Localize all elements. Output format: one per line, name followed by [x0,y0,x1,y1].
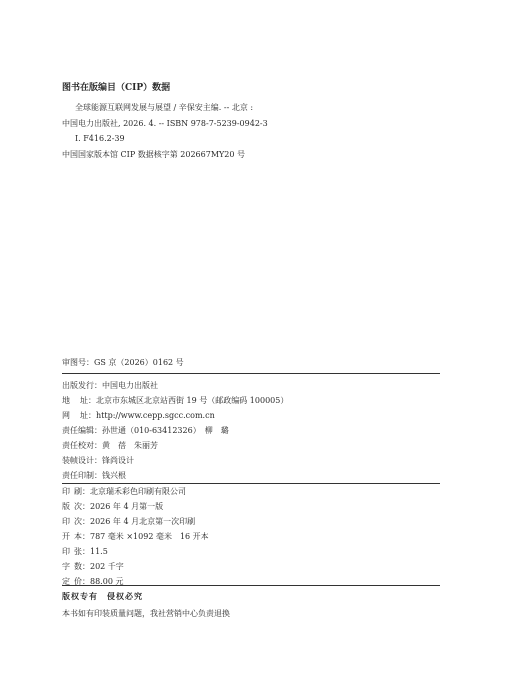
info-label: 装帧设计： [62,456,102,465]
format: 787 毫米 ×1092 毫米 16 开本 [90,532,209,541]
printer: 北京瑞禾彩色印刷有限公司 [90,487,186,496]
printed-sheets: 11.5 [90,547,108,556]
print-label: 字 [62,562,70,571]
info-row [62,378,452,393]
print-label: 数： [74,562,90,571]
print-supervisor: 钱兴根 [102,471,126,480]
info-row [62,423,452,438]
publisher-name: 中国电力出版社 [102,381,158,390]
cip-title: 图书在版编目（CIP）数据 [62,83,171,93]
print-label: 次： [74,502,90,511]
print-label: 张： [74,547,90,556]
info-label: 出版发行： [62,381,102,390]
print-row [62,499,452,514]
info-row [62,408,452,423]
price: 88.00 元 [90,577,124,586]
printing-info [62,484,452,589]
print-row [62,514,452,529]
print-label: 印 [62,517,70,526]
publisher-website: http://www.cepp.sgcc.com.cn [96,411,215,420]
info-label: 责任编辑： [62,426,102,435]
info-label: 地 [62,396,70,405]
divider-rule [62,585,440,586]
publisher-address: 北京市东城区北京站西街 19 号（邮政编码 100005） [96,396,289,405]
word-count: 202 千字 [90,562,124,571]
print-label: 价： [74,577,90,586]
print-label: 印 [62,487,70,496]
print-label: 版 [62,502,70,511]
print-row [62,574,452,589]
info-row [62,453,452,468]
publishing-info [62,378,452,483]
edition: 2026 年 4 月第一版 [90,502,164,511]
info-label: 址： [80,411,96,420]
info-row [62,468,452,483]
print-label: 开 [62,532,70,541]
map-approval-number: 审图号：GS 京（2026）0162 号 [62,358,184,367]
info-row [62,438,452,453]
return-policy: 本书如有印装质量问题，我社营销中心负责退换 [62,609,230,618]
cover-design: 锋尚设计 [102,456,134,465]
cip-line-record: 中国国家版本馆 CIP 数据核字第 202667MY20 号 [62,149,246,159]
editor-in-charge: 孙世通（010-63412326） 柳 璐 [102,426,229,435]
print-row [62,559,452,574]
info-label: 责任校对： [62,441,102,450]
divider-rule [62,373,440,374]
print-row [62,484,452,499]
cip-line-classification: Ⅰ. F416.2-39 [75,134,125,143]
print-row [62,544,452,559]
cip-line-title: 全球能源互联网发展与展望 / 辛保安主编. -- 北京 : [75,103,254,112]
copyright-notice: 版权专有 侵权必究 [62,591,143,601]
info-label: 责任印制： [62,471,102,480]
printing: 2026 年 4 月北京第一次印刷 [90,517,196,526]
print-label: 印 [62,547,70,556]
info-label: 址： [80,396,96,405]
print-label: 次： [74,517,90,526]
proofreader: 黄 蓓 朱丽芳 [102,441,158,450]
print-label: 刷： [74,487,90,496]
print-row [62,529,452,544]
info-label: 网 [62,411,70,420]
info-row [62,393,452,408]
cip-line-publisher: 中国电力出版社, 2026. 4. -- ISBN 978-7-5239-0942-3 [62,118,268,128]
print-label: 定 [62,577,70,586]
print-label: 本： [74,532,90,541]
cip-block [62,80,462,162]
